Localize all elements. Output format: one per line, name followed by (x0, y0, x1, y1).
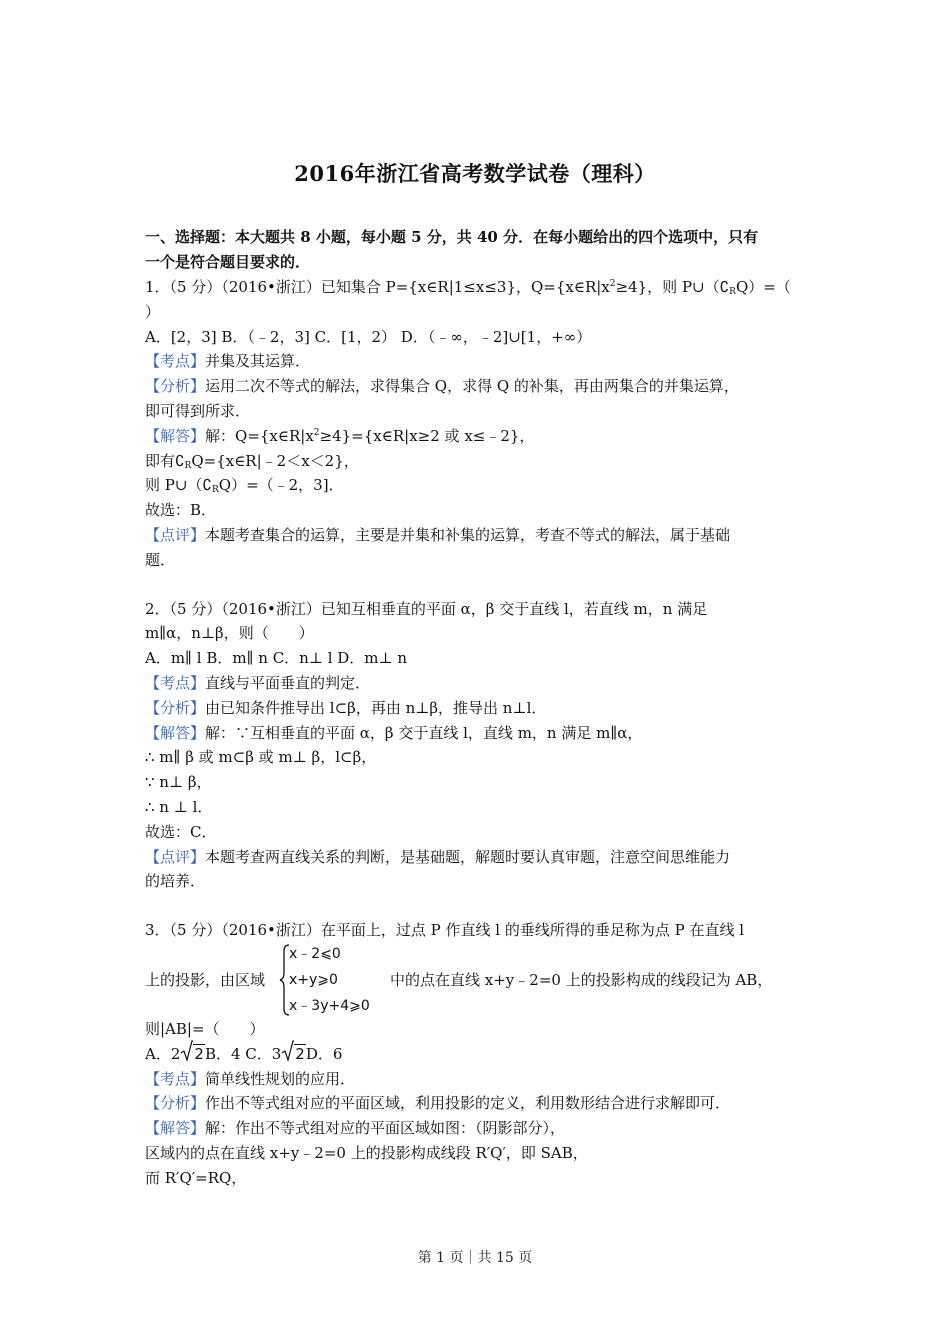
q2-stem-cont: m∥α，n⊥β，则（ ） (145, 624, 314, 643)
dianping-tag: 【点评】 (145, 847, 206, 866)
jieda-tag: 【解答】 (145, 426, 206, 445)
q1-fenxi-cont: 即可得到所求． (145, 401, 251, 420)
radical-icon (282, 1040, 294, 1062)
q1-fenxi: 【分析】运用二次不等式的解法，求得集合 Q，求得 Q 的补集，再由两集合的并集运算， (145, 377, 739, 396)
q2-dianping-cont: 的培养． (145, 872, 206, 891)
dianping-tag: 【点评】 (145, 525, 206, 544)
q2-step4: ∴ n ⊥ l． (145, 797, 213, 816)
q2-step3: ∵ n⊥ β， (145, 773, 212, 792)
q2-options: A．m∥ l B．m∥ n C．n⊥ l D．m⊥ n (145, 649, 408, 668)
q2-answer: 故选：C． (145, 822, 217, 841)
kaodian-tag: 【考点】 (145, 673, 206, 692)
q1-kaodian: 【考点】并集及其运算． (145, 352, 311, 371)
q2-fenxi: 【分析】由已知条件推导出 l⊂β，再由 n⊥β，推导出 n⊥l． (145, 698, 547, 717)
q3-stem-cont: 则|AB|=（ ） (145, 1019, 265, 1038)
q1-dianping: 【点评】本题考查集合的运算，主要是并集和补集的运算，考查不等式的解法，属于基础 (145, 525, 731, 544)
q1-stem-cont: ） (145, 302, 161, 321)
q1-stem: 1．（5 分）（2016•浙江）已知集合 P={x∈R|1≤x≤3}，$Q=\{x\in R|x^2\ge 4\}$，则 $P\cup(∁_RQ)=$（ (145, 278, 791, 297)
q3-options: A．2 2B．4 C．3 2D．6 (145, 1042, 807, 1067)
q1-step2: 即有$∁_RQ=\{x\in R|﹣2<x<2\}$， (145, 451, 359, 471)
q3-stem: 3．（5 分）（2016•浙江）在平面上，过点 P 作直线 l 的垂线所得的垂足称为点 P 在直线 l (145, 921, 745, 940)
q2-jieda: 【解答】解：∵互相垂直的平面 α，β 交于直线 l，直线 m，n 满足 m∥α， (145, 723, 643, 742)
q1-dianping-cont: 题． (145, 550, 176, 569)
radical-icon (181, 1040, 193, 1062)
fenxi-tag: 【分析】 (145, 698, 206, 717)
page-title: 2016年浙江省高考数学试卷（理科） (294, 161, 656, 186)
inequality-1: x﹣2⩽0 (289, 945, 341, 962)
q2-stem: 2．（5 分）（2016•浙江）已知互相垂直的平面 α，β 交于直线 l，若直线 m，n 满足 (145, 599, 708, 618)
q3-stem-post: 中的点在直线 x+y﹣2=0 上的投影构成的线段记为 AB， (390, 970, 773, 989)
jieda-tag: 【解答】 (145, 1119, 206, 1138)
page-footer: 第 1 页｜共 15 页 (417, 1250, 533, 1266)
q3-step3: 而 R′Q′=RQ， (145, 1168, 247, 1187)
kaodian-tag: 【考点】 (145, 352, 206, 371)
q1-step3: 则 $P\cup(∁_RQ)=(﹣2$，3]． (145, 476, 344, 496)
q3-jieda: 【解答】解：作出不等式组对应的平面区域如图：（阴影部分）， (145, 1119, 566, 1138)
q3-fenxi: 【分析】作出不等式组对应的平面区域，利用投影的定义，利用数形结合进行求解即可． (145, 1094, 731, 1113)
q3-stem-system-row (145, 943, 807, 1017)
kaodian-tag: 【考点】 (145, 1069, 206, 1088)
q1-answer: 故选：B． (145, 501, 217, 520)
q3-kaodian: 【考点】简单线性规划的应用． (145, 1069, 356, 1088)
spacer (145, 894, 807, 918)
document-body (145, 225, 807, 1191)
inequality-system (279, 943, 389, 1017)
q2-kaodian: 【考点】直线与平面垂直的判定． (145, 673, 371, 692)
spacer (145, 573, 807, 597)
section-heading-cont: 一个是符合题目要求的． (145, 253, 311, 271)
section-heading: 一、选择题：本大题共 8 小题，每小题 5 分，共 40 分．在每小题给出的四个选项中，只有 (145, 228, 759, 246)
q2-step2: ∴ m∥ β 或 m⊂β 或 m⊥ β，l⊂β， (145, 748, 377, 767)
sqrt-symbol: 2 (282, 1042, 306, 1067)
inequality-2: x+y⩾0 (289, 971, 338, 988)
jieda-tag: 【解答】 (145, 723, 206, 742)
q2-dianping: 【点评】本题考查两直线关系的判断，是基础题，解题时要认真审题，注意空间思维能力 (145, 847, 731, 866)
q3-stem-pre: 上的投影，由区域 (145, 970, 266, 989)
q1-jieda: 【解答】解：$Q=\{x\in R|x^2\ge 4\}=\{x\in R|x\ge 2$ 或 x≤﹣2}， (145, 426, 535, 445)
fenxi-tag: 【分析】 (145, 1094, 206, 1113)
fenxi-tag: 【分析】 (145, 377, 206, 396)
q1-options: A．[2，3] B．（﹣2，3] C．[1，2） D．（﹣∞，﹣2]∪[1，+∞） (145, 327, 592, 346)
q3-step2: 区域内的点在直线 x+y﹣2=0 上的投影构成线段 R′Q′，即 SAB， (145, 1143, 588, 1162)
sqrt-symbol: 2 (181, 1042, 205, 1067)
inequality-3: x﹣3y+4⩾0 (289, 997, 370, 1014)
